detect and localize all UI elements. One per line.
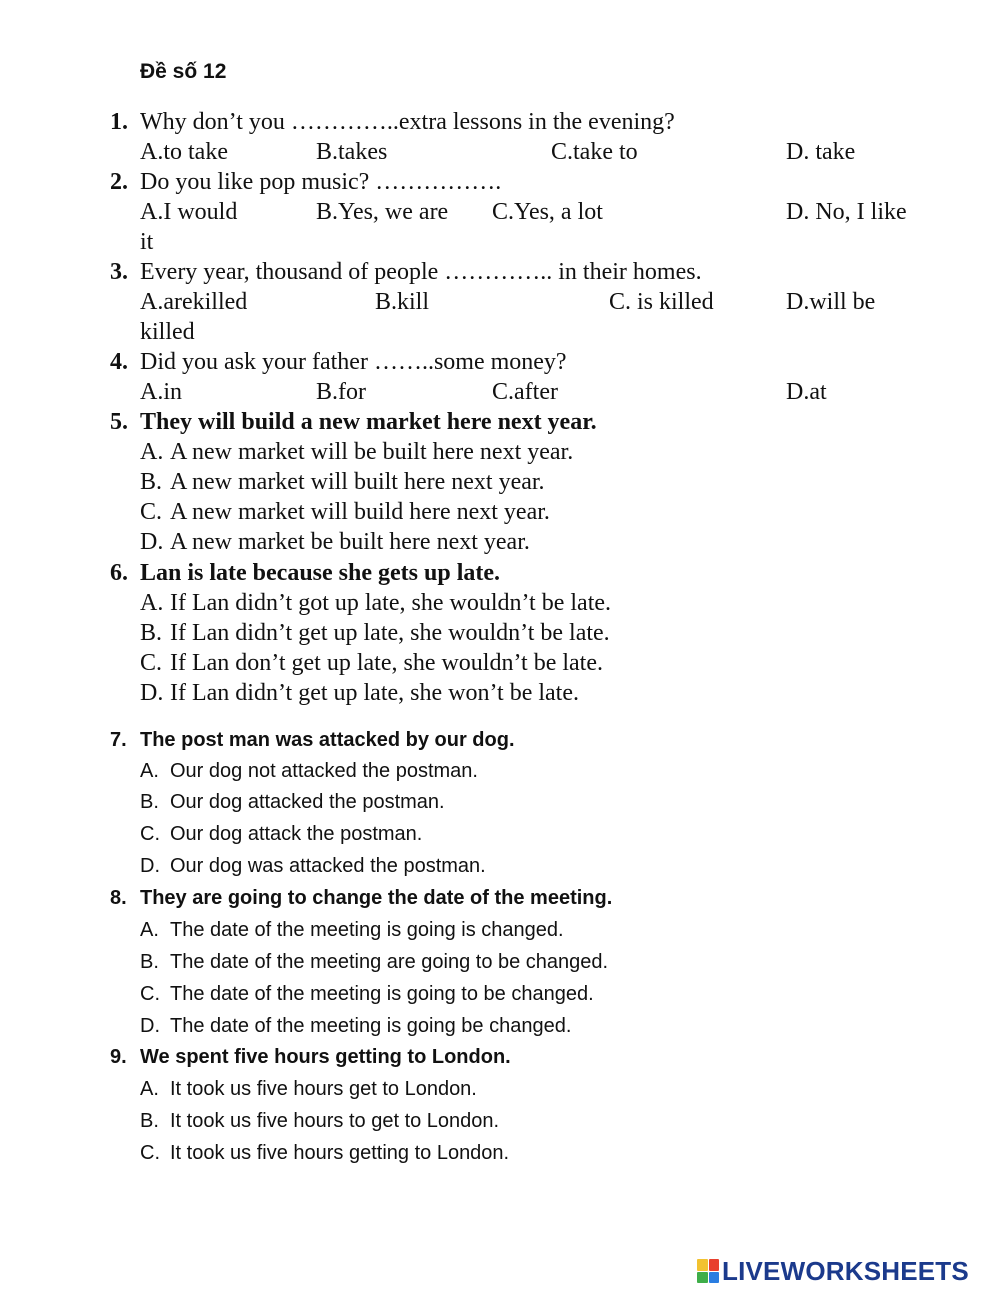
question-number: 9. (110, 1046, 127, 1068)
option-text: Our dog was attacked the postman. (170, 855, 486, 877)
option-text: Our dog attacked the postman. (170, 791, 445, 813)
option-letter: C. (140, 983, 160, 1005)
logo-block (697, 1272, 708, 1284)
question-text: Every year, thousand of people ………….. in their homes. (140, 259, 702, 285)
option-d-wrap: it (140, 229, 154, 255)
option-d[interactable]: D.at (786, 379, 827, 405)
option-b[interactable]: B.takes (316, 139, 388, 165)
option-text: A new market will build here next year. (170, 499, 550, 525)
liveworksheets-logo (697, 1256, 969, 1286)
question-text: Did you ask your father ……..some money? (140, 349, 567, 375)
question-text: Why don’t you …………..extra lessons in the evening? (140, 109, 675, 135)
question-number: 7. (110, 729, 127, 751)
option-text: If Lan don’t get up late, she wouldn’t be late. (170, 650, 603, 676)
option-text: Our dog not attacked the postman. (170, 760, 478, 782)
option-letter: A. (140, 919, 159, 941)
question-number: 5. (110, 409, 128, 435)
option-a[interactable]: A.arekilled (140, 289, 248, 315)
option-letter: B. (140, 620, 163, 646)
question-text: Do you like pop music? ……………. (140, 169, 502, 195)
option-text: The date of the meeting is going to be changed. (170, 983, 594, 1005)
option-c[interactable]: C.after (492, 379, 558, 405)
logo-mark-icon (697, 1259, 719, 1283)
option-a[interactable]: A.in (140, 379, 182, 405)
logo-block (709, 1272, 720, 1284)
option-d[interactable]: D. No, I like (786, 199, 907, 225)
option-text: A new market will be built here next year. (170, 439, 574, 465)
option-letter: C. (140, 1142, 160, 1164)
question-text: They are going to change the date of the meeting. (140, 887, 613, 909)
option-letter: A. (140, 1078, 159, 1100)
question-text: Lan is late because she gets up late. (140, 560, 500, 586)
option-text: If Lan didn’t got up late, she wouldn’t be late. (170, 590, 612, 616)
option-letter: D. (140, 1015, 160, 1037)
option-letter: A. (140, 760, 159, 782)
question-text: We spent five hours getting to London. (140, 1046, 511, 1068)
option-d[interactable]: D. take (786, 139, 856, 165)
option-c[interactable]: C.take to (551, 139, 638, 165)
option-text: It took us five hours to get to London. (170, 1110, 500, 1132)
option-text: If Lan didn’t get up late, she won’t be late. (170, 680, 579, 706)
option-c[interactable]: C. is killed (609, 289, 714, 315)
option-letter: B. (140, 1110, 159, 1132)
option-b[interactable]: B.Yes, we are (316, 199, 449, 225)
option-b[interactable]: B.for (316, 379, 366, 405)
option-text: If Lan didn’t get up late, she wouldn’t be late. (170, 620, 610, 646)
option-letter: D. (140, 529, 164, 555)
question-number: 2. (110, 169, 128, 195)
option-c[interactable]: C.Yes, a lot (492, 199, 603, 225)
question-number: 6. (110, 560, 128, 586)
option-letter: C. (140, 823, 160, 845)
question-number: 1. (110, 109, 128, 135)
option-d-wrap: killed (140, 319, 195, 345)
option-a[interactable]: A.I would (140, 199, 238, 225)
option-text: Our dog attack the postman. (170, 823, 423, 845)
option-letter: A. (140, 590, 164, 616)
question-number: 8. (110, 887, 127, 909)
question-number: 4. (110, 349, 128, 375)
option-text: It took us five hours getting to London. (170, 1142, 510, 1164)
option-b[interactable]: B.kill (375, 289, 430, 315)
question-text: The post man was attacked by our dog. (140, 729, 515, 751)
option-letter: C. (140, 650, 163, 676)
option-text: It took us five hours get to London. (170, 1078, 477, 1100)
option-text: The date of the meeting is going be changed. (170, 1015, 572, 1037)
option-letter: B. (140, 469, 163, 495)
option-text: A new market be built here next year. (170, 529, 530, 555)
option-text: The date of the meeting is going is changed. (170, 919, 564, 941)
question-text: They will build a new market here next year. (140, 409, 597, 435)
option-text: A new market will built here next year. (170, 469, 545, 495)
logo-block (709, 1259, 720, 1271)
worksheet-title: Đề số 12 (140, 60, 227, 83)
option-letter: D. (140, 855, 160, 877)
option-letter: B. (140, 791, 159, 813)
option-d[interactable]: D.will be (786, 289, 876, 315)
logo-text: LIVEWORKSHEETS (722, 1255, 969, 1286)
option-a[interactable]: A.to take (140, 139, 228, 165)
option-letter: A. (140, 439, 164, 465)
option-letter: C. (140, 499, 163, 525)
logo-block (697, 1259, 708, 1271)
option-letter: B. (140, 951, 159, 973)
option-text: The date of the meeting are going to be changed. (170, 951, 609, 973)
option-letter: D. (140, 680, 164, 706)
question-number: 3. (110, 259, 128, 285)
